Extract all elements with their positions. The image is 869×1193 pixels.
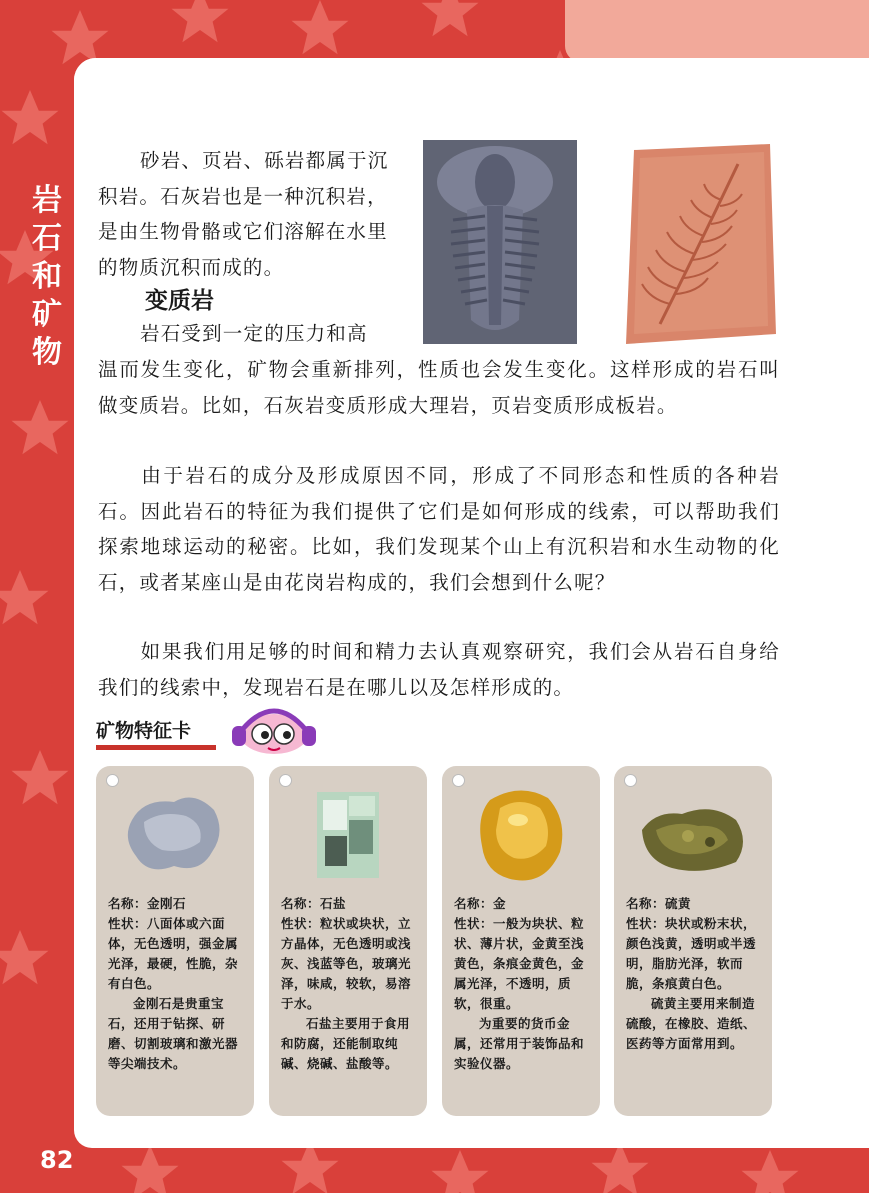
card-name: 名称：金 <box>454 896 507 911</box>
trilobite-fossil-image <box>423 140 577 344</box>
sulfur-mineral-image <box>632 780 754 890</box>
card-info <box>108 894 244 1074</box>
card-info <box>281 894 417 1074</box>
card-name: 名称：石盐 <box>281 896 347 911</box>
star-icon <box>12 750 69 804</box>
card-properties: 性状：八面体或六面体，无色透明，强金属光泽，最硬，性脆，杂有白色。 <box>108 916 239 991</box>
top-band <box>565 0 869 62</box>
paragraph-rock-types: 由于岩石的成分及形成原因不同，形成了不同形态和性质的各种岩石。因此岩石的特征为我们提供了它们是如何形成的线索，可以帮助我们探索地球运动的秘密。比如，我们发现某个山上有沉积岩和水生动物的化石，或者某座山是由花岗岩构成的，我们会想到什么呢？ <box>98 464 780 594</box>
star-icon <box>0 570 49 624</box>
star-icon <box>172 0 229 42</box>
star-icon <box>122 1145 179 1193</box>
mineral-card-gold <box>442 766 600 1116</box>
star-icon <box>0 930 49 984</box>
page-number: 82 <box>40 1146 74 1174</box>
gold-nugget-image <box>460 780 582 890</box>
card-properties: 性状：一般为块状、粒状、薄片状，金黄至浅黄色，条痕金黄色，金属光泽，不透明，质软，很重。 <box>454 916 585 1011</box>
headphone-mascot-icon <box>226 700 322 760</box>
card-use: 为重要的货币金属，还常用于装饰品和实验仪器。 <box>454 1016 585 1071</box>
paragraph-sedimentary: 砂岩、页岩、砾岩都属于沉积岩。石灰岩也是一种沉积岩，是由生物骨骼或它们溶解在水里的物质沉积而成的。 <box>98 149 389 279</box>
card-info <box>626 894 762 1054</box>
section-heading-metamorphic: 变质岩 <box>145 288 214 314</box>
star-icon <box>12 400 69 454</box>
card-use: 石盐主要用于食用和防腐，还能制取纯碱、烧碱、盐酸等。 <box>281 1016 411 1071</box>
page-step <box>480 100 869 140</box>
star-icon <box>592 1142 649 1193</box>
mineral-cards-heading: 矿物特征卡 <box>96 720 192 742</box>
heading-underline <box>96 745 216 750</box>
halite-mineral-image <box>287 780 409 890</box>
mineral-card-diamond <box>96 766 254 1116</box>
diamond-mineral-image <box>114 780 236 890</box>
star-icon <box>292 0 349 54</box>
star-icon <box>742 1150 799 1193</box>
card-name: 名称：硫黄 <box>626 896 692 911</box>
paragraph-observation: 如果我们用足够的时间和精力去认真观察研究，我们会从岩石自身给我们的线索中，发现岩石是在哪儿以及怎样形成的。 <box>98 640 780 699</box>
star-icon <box>52 10 109 64</box>
fern-fossil-image <box>620 144 778 344</box>
card-info <box>454 894 590 1074</box>
card-properties: 性状：块状或粉末状，颜色浅黄，透明或半透明，脂肪光泽，软而脆，条痕黄白色。 <box>626 916 757 991</box>
paragraph-metamorphic-start: 岩石受到一定的压力和高 <box>140 322 368 345</box>
star-icon <box>422 0 479 36</box>
page-tab <box>74 58 484 118</box>
mineral-card-sulfur <box>614 766 772 1116</box>
star-icon <box>2 90 59 144</box>
paragraph-metamorphic: 温而发生变化，矿物会重新排列，性质也会发生变化。这样形成的岩石叫做变质岩。比如，石灰岩变质形成大理岩，页岩变质形成板岩。 <box>98 358 780 417</box>
card-use: 硫黄主要用来制造硫酸，在橡胶、造纸、医药等方面常用到。 <box>626 996 757 1051</box>
star-icon <box>432 1150 489 1193</box>
card-name: 名称：金刚石 <box>108 896 187 911</box>
mineral-card-halite <box>269 766 427 1116</box>
chapter-title: 岩石和矿物 <box>32 183 62 370</box>
card-properties: 性状：粒状或块状，立方晶体，无色透明或浅灰、浅蓝等色，玻璃光泽，味咸，较软，易溶于水。 <box>281 916 412 1011</box>
card-use: 金刚石是贵重宝石，还用于钻探、研磨、切割玻璃和激光器等尖端技术。 <box>108 996 239 1071</box>
